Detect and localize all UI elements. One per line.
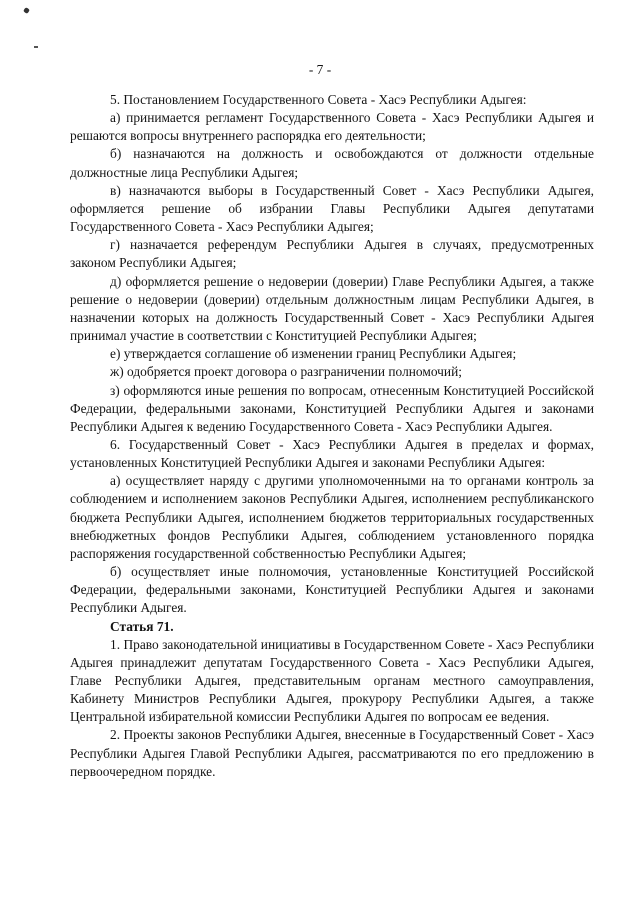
paragraph-item-6: 6. Государственный Совет - Хасэ Республики Адыгея в пределах и формах, установленных Конституцией Республики Адыгея и законами Республики Адыгея: <box>70 436 594 471</box>
article-heading: Статья 71. <box>110 618 174 634</box>
subparagraph-z: з) оформляются иные решения по вопросам, отнесенным Конституцией Российской Федерации, федеральными законами, Конституцией Республики Адыгея и законами Республики Адыгея к ведению Государственного Совета - Хасэ Республики Адыгея. <box>70 382 594 434</box>
subparagraph-zh: ж) одобряется проект договора о разграничении полномочий; <box>110 364 462 380</box>
subparagraph-g: г) назначается референдум Республики Адыгея в случаях, предусмотренных законом Республики Адыгея; <box>70 237 594 271</box>
subparagraph-v: в) назначаются выборы в Государственный Совет - Хасэ Республики Адыгея, оформляется решение об избрании Главы Республики Адыгея депутатами Государственного Совета - Хасэ Республики Адыгея; <box>70 182 594 235</box>
article-paragraph-2: 2. Проекты законов Республики Адыгея, внесенные в Государственный Совет - Хасэ Республики Адыгея Главой Республики Адыгея, рассматриваются по его предложению в первоочередном порядке. <box>70 727 594 779</box>
document-body <box>70 91 594 781</box>
subparagraph-d: д) оформляется решение о недоверии (доверии) Главе Республики Адыгея, а также решение о недоверии (доверии) отдельным должностным лицам Республики Адыгея, в назначении которых на должность Государственный Совет - Хасэ Республики Адыгея принимал участие в соответствии с Конституцией Республики Адыгея; <box>70 273 594 344</box>
page-number: - 7 - <box>308 62 332 77</box>
subparagraph-6a: а) осуществляет наряду с другими уполномоченными на то органами контроль за соблюдением и исполнением законов Республики Адыгея, исполнением республиканского бюджета Республики Адыгея, исполнением бюджетов территориальных государственных внебюджетных фондов Республики Адыгея, соблюдением установленного порядка распоряжения государственной собственностью Республики Адыгея; <box>70 473 594 561</box>
paragraph-item-5: 5. Постановлением Государственного Совета - Хасэ Республики Адыгея: <box>110 92 527 107</box>
scan-speck-mark <box>23 7 30 14</box>
subparagraph-6b: б) осуществляет иные полномочия, установленные Конституцией Российской Федерации, федеральными законами, Конституцией Республики Адыгея и законами Республики Адыгея. <box>70 564 594 616</box>
subparagraph-b: б) назначаются на должность и освобождаются от должности отдельные должностные лица Республики Адыгея; <box>70 146 594 180</box>
article-paragraph-1: 1. Право законодательной инициативы в Государственном Совете - Хасэ Республики Адыгея принадлежит депутатам Государственного Совета - Хасэ Республики Адыгея, Главе Республики Адыгея, представительным органам местного самоуправления, Кабинету Министров Республики Адыгея, прокурору Республики Адыгея, а также Центральной избирательной комиссии Республики Адыгея по вопросам ее ведения. <box>70 636 594 725</box>
scan-dash-mark <box>34 46 38 48</box>
subparagraph-e: е) утверждается соглашение об изменении границ Республики Адыгея; <box>110 346 517 362</box>
subparagraph-a: а) принимается регламент Государственного Совета - Хасэ Республики Адыгея и решаются вопросы внутреннего распорядка его деятельности; <box>70 110 594 144</box>
